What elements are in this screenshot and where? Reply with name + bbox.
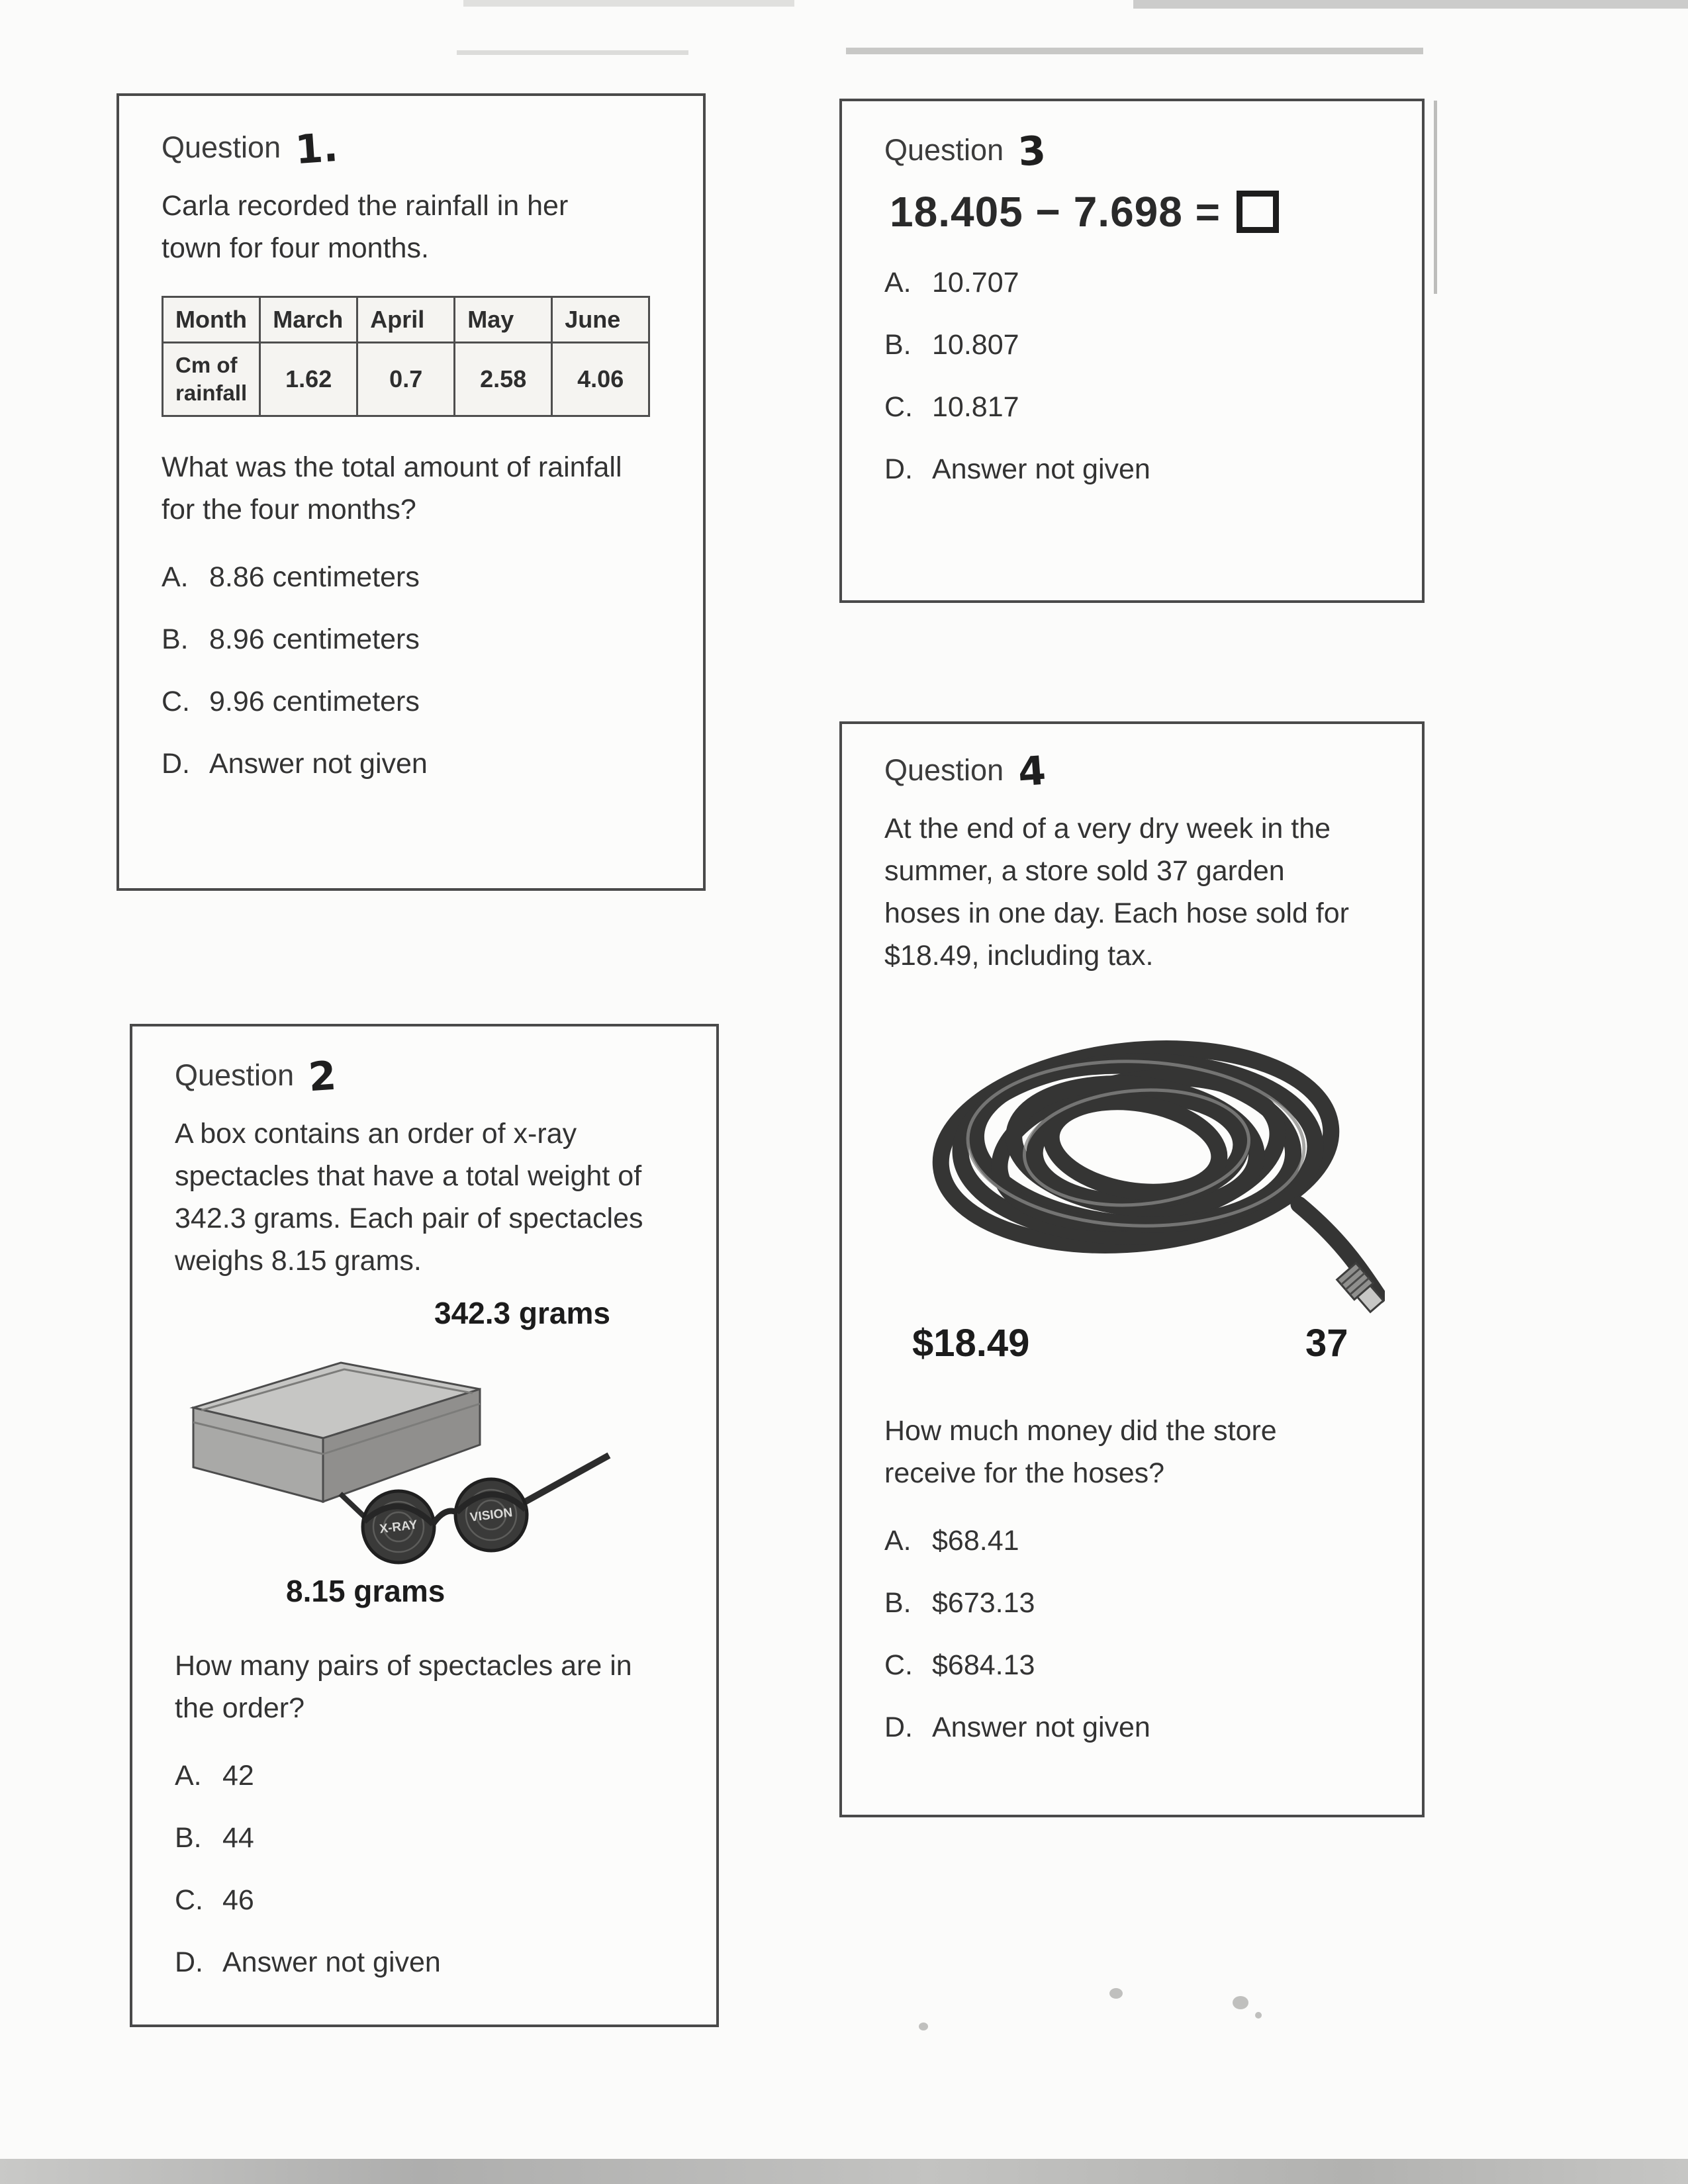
choice-letter: A. (884, 267, 912, 298)
equation: 18.405 − 7.698 = (890, 188, 1221, 236)
question-label: Question (884, 753, 1004, 787)
question-2-header (175, 1052, 674, 1101)
choice-text: 10.817 (932, 391, 1019, 423)
question-number-handwritten: 2 (306, 1052, 338, 1101)
choice-option-c (884, 392, 1380, 422)
question-4-prompt (884, 1410, 1380, 1494)
question-2-prompt (175, 1645, 674, 1729)
question-4-choices (884, 1526, 1380, 1742)
question-1-header (162, 124, 661, 174)
choice-letter: B. (162, 623, 189, 655)
choice-text: Answer not given (932, 453, 1150, 485)
table-row-label (163, 343, 260, 416)
question-4-intro (884, 807, 1380, 977)
choice-text: $68.41 (932, 1525, 1019, 1557)
intro-line: hoses in one day. Each hose sold for (884, 897, 1349, 929)
prompt-line: receive for the hoses? (884, 1457, 1165, 1489)
choice-text: 10.807 (932, 329, 1019, 361)
scan-artifact (463, 0, 794, 7)
choice-option-b (162, 625, 661, 654)
table-header-cell: June (552, 297, 649, 343)
prompt-line: What was the total amount of rainfall (162, 451, 622, 483)
choice-text: Answer not given (932, 1711, 1150, 1743)
question-number-handwritten: 4 (1016, 747, 1048, 796)
choice-option-c (175, 1886, 674, 1915)
question-2-intro (175, 1113, 674, 1282)
table-cell: 2.58 (455, 343, 552, 416)
prompt-line: How much money did the store (884, 1415, 1277, 1447)
choice-text: 42 (222, 1760, 254, 1792)
choice-text: $673.13 (932, 1587, 1035, 1619)
prompt-line: How many pairs of spectacles are in (175, 1650, 632, 1682)
choice-option-b (175, 1823, 674, 1852)
choice-text: Answer not given (209, 748, 428, 780)
choice-letter: A. (884, 1525, 912, 1557)
intro-line: A box contains an order of x-ray (175, 1118, 577, 1150)
rainfall-table (162, 296, 650, 417)
choice-option-a (162, 563, 661, 592)
choice-letter: D. (884, 453, 913, 485)
price-label: $18.49 (912, 1322, 1030, 1365)
box-weight-label: 342.3 grams (434, 1296, 610, 1330)
question-label: Question (162, 130, 281, 164)
choice-option-b (884, 1588, 1380, 1617)
table-header-cell: May (455, 297, 552, 343)
garden-hose-figure (884, 991, 1380, 1381)
table-cell: 1.62 (260, 343, 357, 416)
intro-line: Carla recorded the rainfall in her (162, 190, 569, 222)
scan-artifact (1133, 0, 1688, 9)
scan-artifact (457, 50, 688, 55)
intro-line: weighs 8.15 grams. (175, 1245, 422, 1277)
lens-left-text: X-RAY (379, 1518, 418, 1537)
table-data-row (163, 343, 649, 416)
choice-text: 8.86 centimeters (209, 561, 420, 593)
table-row-label-line: rainfall (175, 381, 248, 405)
table-header-cell: March (260, 297, 357, 343)
scan-artifact (1109, 1988, 1123, 1999)
intro-line: $18.49, including tax. (884, 940, 1154, 972)
garden-hose-illustration (884, 991, 1385, 1336)
question-label: Question (884, 133, 1004, 167)
equation-row (890, 187, 1380, 236)
scan-artifact (919, 2023, 928, 2030)
choice-text: 8.96 centimeters (209, 623, 420, 655)
intro-line: summer, a store sold 37 garden (884, 855, 1285, 887)
question-card-3 (839, 99, 1425, 603)
table-cell: 0.7 (357, 343, 455, 416)
choice-letter: A. (175, 1760, 202, 1792)
choice-option-c (162, 687, 661, 716)
choice-text: 10.707 (932, 267, 1019, 298)
question-1-choices (162, 563, 661, 778)
table-header-cell: Month (163, 297, 260, 343)
choice-letter: B. (884, 329, 912, 361)
scan-artifact (1233, 1996, 1248, 2009)
intro-line: town for four months. (162, 232, 429, 264)
prompt-line: for the four months? (162, 494, 416, 525)
choice-letter: C. (884, 1649, 913, 1681)
question-3-header (884, 127, 1380, 176)
spectacles-figure (175, 1293, 674, 1615)
choice-letter: B. (884, 1587, 912, 1619)
prompt-line: the order? (175, 1692, 305, 1724)
choice-text: 9.96 centimeters (209, 686, 420, 717)
intro-line: At the end of a very dry week in the (884, 813, 1331, 844)
scan-artifact (0, 2159, 1688, 2184)
scan-artifact (846, 48, 1423, 54)
choice-option-d (162, 749, 661, 778)
question-1-prompt (162, 446, 661, 531)
question-number-handwritten: 3 (1016, 127, 1048, 176)
table-row-label-line: Cm of (175, 353, 238, 377)
choice-option-a (884, 1526, 1380, 1555)
scan-artifact (1255, 2012, 1262, 2019)
glasses-weight-label: 8.15 grams (286, 1574, 445, 1608)
question-card-4 (839, 721, 1425, 1817)
choice-option-d (884, 1713, 1380, 1742)
question-3-choices (884, 268, 1380, 484)
count-label: 37 (1305, 1322, 1348, 1365)
intro-line: spectacles that have a total weight of (175, 1160, 642, 1192)
question-number-handwritten: 1. (293, 124, 340, 174)
choice-letter: C. (175, 1884, 203, 1916)
choice-letter: C. (162, 686, 190, 717)
lens-right-text: VISION (469, 1506, 514, 1525)
choice-letter: D. (884, 1711, 913, 1743)
choice-letter: D. (162, 748, 190, 780)
choice-letter: A. (162, 561, 189, 593)
choice-letter: D. (175, 1946, 203, 1978)
choice-option-d (884, 455, 1380, 484)
choice-text: 46 (222, 1884, 254, 1916)
choice-option-a (175, 1761, 674, 1790)
choice-text: Answer not given (222, 1946, 441, 1978)
question-label: Question (175, 1058, 295, 1092)
table-header-row (163, 297, 649, 343)
choice-option-a (884, 268, 1380, 297)
choice-letter: B. (175, 1822, 202, 1854)
answer-box-icon (1237, 191, 1279, 233)
choice-option-c (884, 1651, 1380, 1680)
choice-option-b (884, 330, 1380, 359)
box-illustration (193, 1363, 480, 1502)
question-card-1 (117, 93, 706, 891)
choice-text: $684.13 (932, 1649, 1035, 1681)
spectacles-illustration (179, 1328, 642, 1606)
choice-option-d (175, 1948, 674, 1977)
question-1-intro (162, 185, 661, 269)
choice-letter: C. (884, 391, 913, 423)
scan-artifact (1434, 101, 1437, 294)
table-header-cell: April (357, 297, 455, 343)
question-2-choices (175, 1761, 674, 1977)
question-card-2 (130, 1024, 719, 2027)
question-4-header (884, 747, 1380, 796)
choice-text: 44 (222, 1822, 254, 1854)
table-cell: 4.06 (552, 343, 649, 416)
intro-line: 342.3 grams. Each pair of spectacles (175, 1203, 643, 1234)
